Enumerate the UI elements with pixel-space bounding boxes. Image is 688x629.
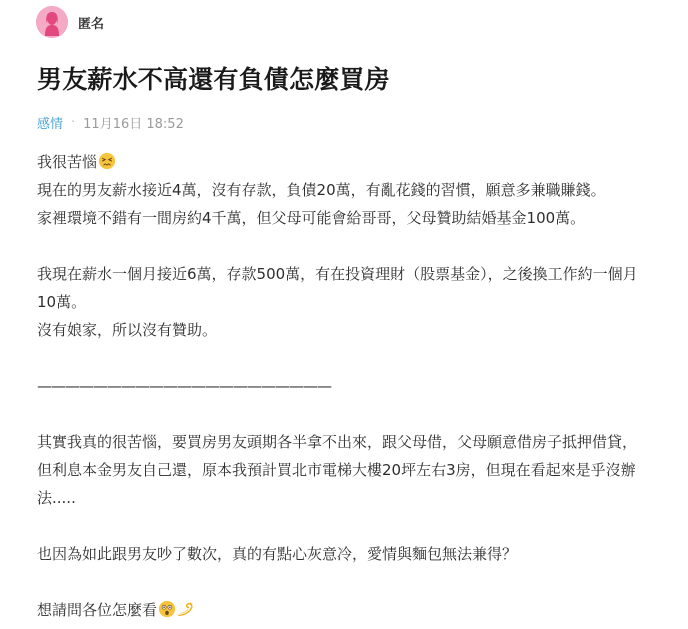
content-line: 我現在薪水一個月接近6萬，存款500萬，有在投資理財（股票基金），之後換工作約一個月10萬。: [37, 265, 638, 311]
meta-separator: ·: [71, 115, 76, 130]
content-line: 我很苦惱: [37, 153, 98, 171]
dizzy-icon: [177, 600, 195, 618]
content-paragraph: [37, 148, 649, 176]
post-timestamp: 11月16日 18:52: [83, 117, 184, 132]
astonished-face-icon: [158, 600, 176, 618]
content-paragraph: [37, 596, 649, 624]
author-row: [36, 5, 104, 39]
author-name[interactable]: 匿名: [78, 16, 105, 32]
divider-line: —————————————————————: [37, 377, 331, 395]
blank-line: [37, 568, 649, 596]
post-content: [37, 148, 649, 624]
content-line: 也因為如此跟男友吵了數次，真的有點心灰意冷，愛情與麵包無法兼得？: [37, 545, 518, 563]
content-line: 現在的男友薪水接近4萬，沒有存款，負債20萬，有亂花錢的習慣，願意多兼職賺錢。: [37, 181, 606, 199]
persevering-face-icon: [98, 152, 116, 170]
avatar[interactable]: [36, 6, 68, 38]
blank-line: [37, 344, 649, 372]
content-line: 想請問各位怎麼看: [37, 601, 158, 619]
blank-line: [37, 400, 649, 428]
content-line: 沒有娘家，所以沒有贊助。: [37, 321, 218, 339]
category-link[interactable]: 感情: [37, 117, 64, 132]
blank-line: [37, 512, 649, 540]
post-meta: [37, 113, 184, 132]
content-line: 家裡環境不錯有一間房約4千萬，但父母可能會給哥哥，父母贊助結婚基金100萬。: [37, 209, 586, 227]
blank-line: [37, 232, 649, 260]
female-avatar-icon: [36, 6, 68, 38]
post-title: 男友薪水不高還有負債怎麼買房: [37, 65, 390, 94]
content-line: 其實我真的很苦惱，要買房男友頭期各半拿不出來，跟父母借，父母願意借房子抵押借貸，但利息本金男友自己還，原本我預計買北市電梯大樓20坪左右3房，但現在看起來是乎沒辦法.....: [37, 433, 638, 507]
